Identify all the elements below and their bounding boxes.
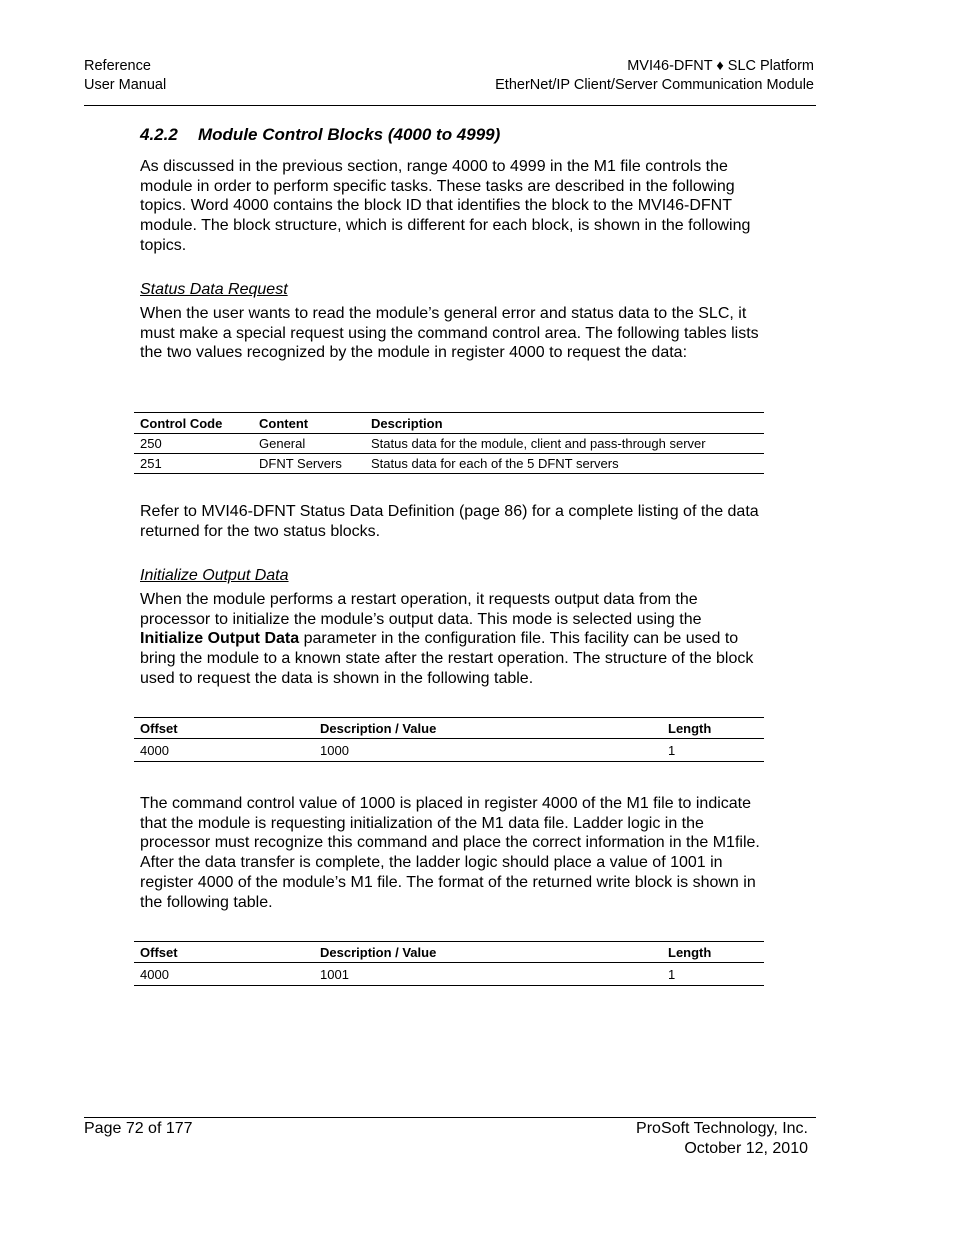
footer-company: ProSoft Technology, Inc. bbox=[636, 1120, 808, 1137]
column-header: Offset bbox=[134, 718, 314, 739]
column-header: Length bbox=[662, 718, 764, 739]
command-value-paragraph-block bbox=[140, 794, 765, 912]
table-header-row bbox=[134, 718, 764, 739]
table-header-row bbox=[134, 413, 764, 434]
page-number: Page 72 of 177 bbox=[84, 1120, 193, 1137]
init-request-table bbox=[134, 717, 764, 762]
header-divider bbox=[84, 105, 816, 106]
section-number: 4.2.2 bbox=[140, 125, 178, 144]
column-header: Description / Value bbox=[314, 942, 662, 963]
table-row bbox=[134, 434, 764, 454]
table-row bbox=[134, 739, 764, 762]
table-row bbox=[134, 963, 764, 986]
table-cell: Status data for each of the 5 DFNT servers bbox=[365, 454, 764, 474]
section-title bbox=[140, 125, 765, 145]
table-header-row bbox=[134, 942, 764, 963]
table-row bbox=[134, 454, 764, 474]
page-header-left bbox=[84, 57, 166, 95]
column-header: Content bbox=[253, 413, 365, 434]
table-cell: 251 bbox=[134, 454, 253, 474]
table-cell: 1 bbox=[662, 963, 764, 986]
column-header: Description bbox=[365, 413, 764, 434]
header-module: EtherNet/IP Client/Server Communication Module bbox=[495, 77, 814, 93]
status-request-heading: Status Data Request bbox=[140, 281, 288, 298]
status-request-body-block bbox=[140, 304, 765, 363]
init-output-body-start: When the module performs a restart operation, it requests output data from the processor to initialize the module’s output data. This mode is selected using the bbox=[140, 591, 702, 628]
init-output-heading-block bbox=[140, 566, 765, 586]
column-header: Length bbox=[662, 942, 764, 963]
header-product: MVI46-DFNT ♦ SLC Platform bbox=[627, 58, 814, 74]
footer-right bbox=[636, 1119, 808, 1159]
table-cell: 4000 bbox=[134, 963, 314, 986]
table-cell: General bbox=[253, 434, 365, 454]
status-request-body: When the user wants to read the module’s general error and status data to the SLC, it must make a special request using the command control area. The following tables lists the two values recognized by the module in register 4000 to request the data: bbox=[140, 305, 759, 362]
table-cell: 1000 bbox=[314, 739, 662, 762]
init-output-body bbox=[140, 590, 765, 689]
refer-paragraph-block bbox=[140, 502, 765, 541]
command-value-paragraph: The command control value of 1000 is placed in register 4000 of the M1 file to indicate that the module is requesting initialization of the M1 data file. Ladder logic in the processor must recognize this command and place the correct information in the M1file. After the data transfer is complete, the ladder logic should place a value of 1001 in register 4000 of the module’s M1 file. The format of the returned write block is shown in the following table. bbox=[140, 795, 760, 911]
section-heading-block bbox=[140, 125, 765, 145]
column-header: Offset bbox=[134, 942, 314, 963]
init-output-heading: Initialize Output Data bbox=[140, 567, 289, 584]
table-cell: 250 bbox=[134, 434, 253, 454]
column-header: Control Code bbox=[134, 413, 253, 434]
footer-divider bbox=[84, 1117, 816, 1118]
refer-paragraph: Refer to MVI46-DFNT Status Data Definition (page 86) for a complete listing of the data returned for the two status blocks. bbox=[140, 503, 759, 540]
table-cell: DFNT Servers bbox=[253, 454, 365, 474]
section-title-text: Module Control Blocks (4000 to 4999) bbox=[198, 125, 501, 144]
intro-paragraph: As discussed in the previous section, range 4000 to 4999 in the M1 file controls the module in order to perform specific tasks. These tasks are described in the following topics. Word 4000 contains the block ID that identifies the block to the MVI46-DFNT module. The block structure, which is different for each block, is shown in the following topics. bbox=[140, 158, 751, 254]
table-cell: 1001 bbox=[314, 963, 662, 986]
header-user-manual: User Manual bbox=[84, 77, 167, 93]
column-header: Description / Value bbox=[314, 718, 662, 739]
table-cell: 1 bbox=[662, 739, 764, 762]
init-write-table bbox=[134, 941, 764, 986]
init-output-body-end: parameter in the configuration file. This facility can be used to bring the module to a known state after the restart operation. The structure of the block used to request the data is shown in the following table. bbox=[140, 630, 754, 687]
intro-paragraph-block bbox=[140, 157, 765, 256]
page-header-right bbox=[495, 57, 814, 95]
table-cell: 4000 bbox=[134, 739, 314, 762]
footer-date: October 12, 2010 bbox=[684, 1140, 808, 1157]
status-codes-table bbox=[134, 412, 764, 474]
header-reference: Reference bbox=[84, 58, 151, 74]
table-cell: Status data for the module, client and pass-through server bbox=[365, 434, 764, 454]
init-output-body-block bbox=[140, 590, 765, 689]
init-output-parameter-name: Initialize Output Data bbox=[140, 630, 300, 648]
status-request-heading-block bbox=[140, 280, 765, 300]
